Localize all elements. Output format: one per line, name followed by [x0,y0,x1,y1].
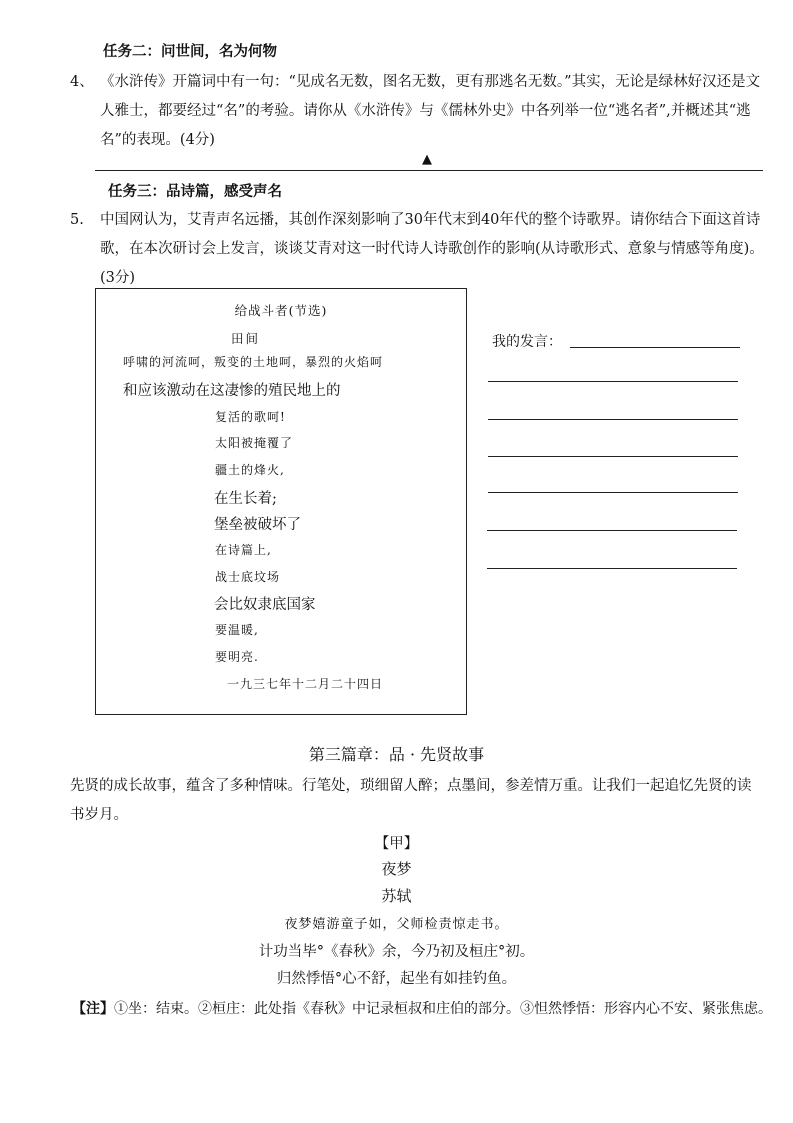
chapter-title: 第三篇章：品 · 先贤故事 [308,745,485,764]
q4-answer-line[interactable] [95,170,763,171]
poem-line: 堡垒被破坏了 [214,517,301,533]
speech-line-6[interactable] [487,530,737,531]
poem-line: 和应该激动在这凄惨的殖民地上的 [123,383,341,399]
poem-line: 复活的歌呵! [215,410,286,424]
speech-line-1[interactable] [570,347,740,348]
q4-number: 4、 [70,74,94,90]
poem-line: 在生长着; [214,491,277,507]
speech-label: 我的发言： [492,334,562,350]
speech-line-3[interactable] [488,419,738,420]
task2-heading: 任务二：问世间，名为何物 [103,43,277,60]
speech-line-5[interactable] [488,492,738,493]
poem2-line: 夜梦嬉游童子如，父师检责惊走书。 [284,917,509,932]
q5-number: 5. [70,212,84,228]
poem2-line: 归然悸悟°心不舒，起坐有如挂钓鱼。 [276,971,517,987]
note-label: 【注】 [72,1001,114,1017]
note-text: ①坐：结束。②桓庄：此处指《春秋》中记录桓叔和庄伯的部分。③怛然悸悟：形容内心不安、紧张焦虑。 [114,1001,772,1017]
poem-line: 要明亮. [215,650,259,664]
speech-line-2[interactable] [488,381,738,382]
poem2-line: 计功当毕°《春秋》余，今乃初及桓庄°初。 [258,944,535,960]
q5-text: 中国网认为，艾青声名远播，其创作深刻影响了30年代末到40年代的整个诗歌界。请你结合下面这首诗歌，在本次研讨会上发言，谈谈艾青对这一时代诗人诗歌创作的影响(从诗歌形式、意象与情感等角度)。(3分) [100,212,764,286]
poem-line: 战士底坟场 [215,570,281,584]
poem-body [123,353,463,691]
poem-box [95,288,467,715]
note-block [72,997,772,1022]
poem-line: 呼啸的河流呵，叛变的土地呵，暴烈的火焰呵 [123,355,384,369]
poem2-title: 夜梦 [381,860,412,878]
poem-line: 疆土的烽火, [215,463,285,477]
speech-line-7[interactable] [487,568,737,569]
answer-marker: ▲ [422,152,432,167]
part-label: 【甲】 [374,836,419,852]
poem-date: 一九三七年十二月二十四日 [227,677,384,691]
poem-line: 会比奴隶底国家 [214,597,316,613]
poem-line: 在诗篇上, [215,543,272,557]
poem2-author: 苏轼 [381,887,412,905]
q4-text: 《水浒传》开篇词中有一句：“见成名无数，图名无数，更有那逃名无数。”其实，无论是绿林好汉还是文人雅士，都要经过“名”的考验。请你从《水浒传》与《儒林外史》中各列举一位“逃名者”,并概述其“逃名”的表现。(4分) [100,74,761,148]
task3-heading: 任务三：品诗篇，感受声名 [108,183,282,200]
poem-title: 给战斗者(节选) [234,303,328,318]
speech-line-4[interactable] [488,456,738,457]
poem-author: 田间 [231,331,261,346]
poem-line: 太阳被掩覆了 [215,436,294,450]
poem-line: 要温暖, [215,623,259,637]
chapter-intro: 先贤的成长故事，蕴含了多种情味。行笔处，琐细留人醉；点墨间，参差情万重。让我们一起追忆先贤的读书岁月。 [70,778,752,823]
